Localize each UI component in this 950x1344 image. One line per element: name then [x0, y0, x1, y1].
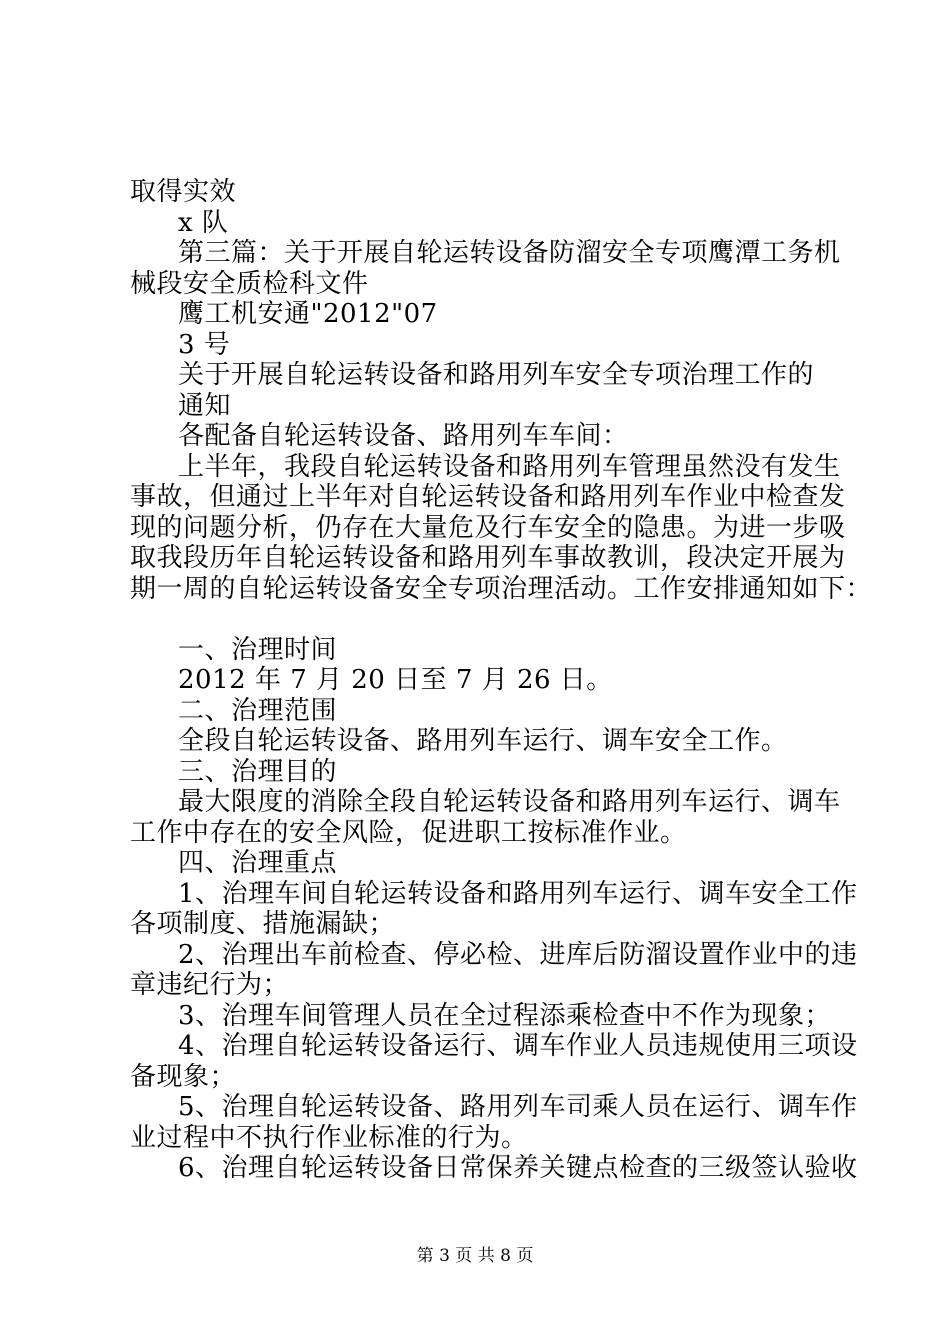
text-line: 全段自轮运转设备、路用列车运行、调车安全工作。	[178, 726, 788, 756]
text-line: 1、治理车间自轮运转设备和路用列车运行、调车安全工作	[178, 879, 858, 909]
text-line: 取我段历年自轮运转设备和路用列车事故教训，段决定开展为	[130, 543, 846, 573]
text-line: 各项制度、措施漏缺；	[130, 909, 396, 939]
text-line: 2012 年 7 月 20 日至 7 月 26 日。	[178, 665, 613, 695]
text-line: 二、治理范围	[178, 696, 338, 726]
text-line: 章违纪行为；	[130, 970, 290, 1000]
text-line: 现的问题分析，仍存在大量危及行车安全的隐患。为进一步吸	[130, 513, 846, 543]
text-line: 3、治理车间管理人员在全过程添乘检查中不作为现象；	[178, 1001, 832, 1031]
text-line: 3 号	[178, 330, 231, 360]
text-line: 业过程中不执行作业标准的行为。	[130, 1123, 528, 1153]
text-line: 关于开展自轮运转设备和路用列车安全专项治理工作的	[178, 360, 815, 390]
text-line: 三、治理目的	[178, 757, 338, 787]
text-line: 取得实效	[130, 177, 237, 207]
text-line: 6、治理自轮运转设备日常保养关键点检查的三级签认验收	[178, 1153, 858, 1183]
text-line: 最大限度的消除全段自轮运转设备和路用列车运行、调车	[178, 787, 841, 817]
text-line: 期一周的自轮运转设备安全专项治理活动。工作安排通知如下：	[130, 574, 873, 604]
text-line: x 队	[178, 208, 229, 238]
text-line: 备现象；	[130, 1062, 237, 1092]
text-line: 通知	[178, 391, 232, 421]
text-line: 工作中存在的安全风险，促进职工按标准作业。	[130, 818, 687, 848]
page-footer: 第 3 页 共 8 页	[416, 1246, 534, 1266]
text-line: 第三篇：关于开展自轮运转设备防溜安全专项鹰潭工务机	[178, 238, 841, 268]
text-line: 5、治理自轮运转设备、路用列车司乘人员在运行、调车作	[178, 1092, 858, 1122]
text-line: 2、治理出车前检查、停必检、进库后防溜设置作业中的违	[178, 940, 858, 970]
text-line: 各配备自轮运转设备、路用列车车间：	[178, 421, 629, 451]
text-line: 上半年，我段自轮运转设备和路用列车管理虽然没有发生	[178, 452, 841, 482]
text-line: 一、治理时间	[178, 635, 338, 665]
text-line: 械段安全质检科文件	[130, 269, 369, 299]
text-line: 4、治理自轮运转设备运行、调车作业人员违规使用三项设	[178, 1031, 858, 1061]
text-line: 四、治理重点	[178, 848, 338, 878]
text-line: 事故，但通过上半年对自轮运转设备和路用列车作业中检查发	[130, 482, 846, 512]
text-line: 鹰工机安通"2012"07	[178, 299, 438, 329]
